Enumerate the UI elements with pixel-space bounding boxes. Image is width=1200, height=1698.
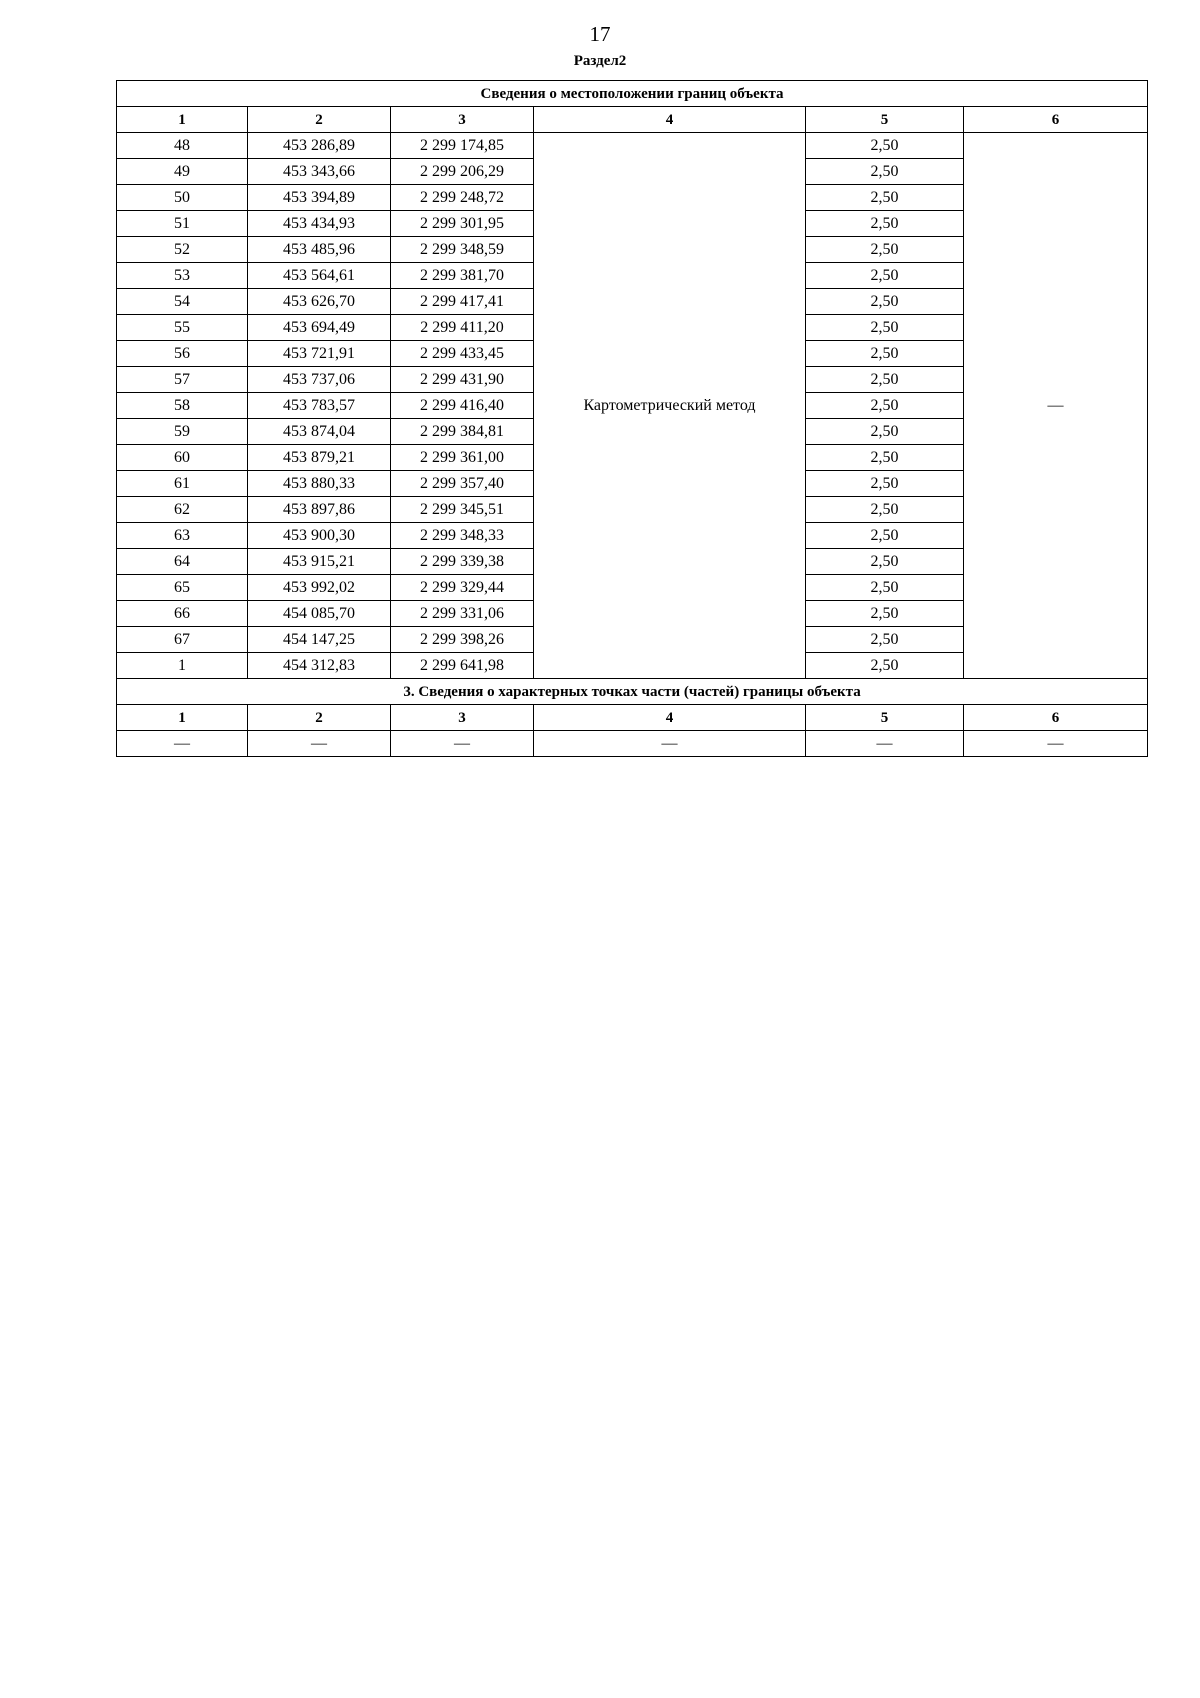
- column-6-cell: —: [964, 133, 1148, 679]
- point-number-cell: 61: [117, 471, 248, 497]
- accuracy-cell: 2,50: [806, 315, 964, 341]
- y-coordinate-cell: 2 299 345,51: [391, 497, 534, 523]
- x-coordinate-cell: 453 626,70: [248, 289, 391, 315]
- x-coordinate-cell: 453 721,91: [248, 341, 391, 367]
- y-coordinate-cell: 2 299 381,70: [391, 263, 534, 289]
- accuracy-cell: 2,50: [806, 211, 964, 237]
- x-coordinate-cell: 453 286,89: [248, 133, 391, 159]
- x-coordinate-cell: 453 897,86: [248, 497, 391, 523]
- point-number-cell: 52: [117, 237, 248, 263]
- accuracy-cell: 2,50: [806, 393, 964, 419]
- empty-value-cell: —: [117, 731, 248, 757]
- column-number: 2: [248, 705, 391, 731]
- point-number-cell: 66: [117, 601, 248, 627]
- point-number-cell: 59: [117, 419, 248, 445]
- y-coordinate-cell: 2 299 361,00: [391, 445, 534, 471]
- y-coordinate-cell: 2 299 248,72: [391, 185, 534, 211]
- x-coordinate-cell: 453 694,49: [248, 315, 391, 341]
- x-coordinate-cell: 453 879,21: [248, 445, 391, 471]
- column-number: 4: [534, 107, 806, 133]
- point-number-cell: 49: [117, 159, 248, 185]
- y-coordinate-cell: 2 299 433,45: [391, 341, 534, 367]
- empty-value-cell: —: [806, 731, 964, 757]
- point-number-cell: 64: [117, 549, 248, 575]
- point-number-cell: 50: [117, 185, 248, 211]
- column-number: 5: [806, 107, 964, 133]
- section-3-caption: 3. Сведения о характерных точках части (частей) границы объекта: [117, 679, 1148, 705]
- x-coordinate-cell: 453 564,61: [248, 263, 391, 289]
- column-number-row: [117, 107, 1148, 133]
- point-number-cell: 60: [117, 445, 248, 471]
- column-number: 6: [964, 107, 1148, 133]
- y-coordinate-cell: 2 299 417,41: [391, 289, 534, 315]
- accuracy-cell: 2,50: [806, 341, 964, 367]
- column-number: 1: [117, 705, 248, 731]
- accuracy-cell: 2,50: [806, 627, 964, 653]
- accuracy-cell: 2,50: [806, 653, 964, 679]
- empty-value-cell: —: [391, 731, 534, 757]
- x-coordinate-cell: 453 992,02: [248, 575, 391, 601]
- y-coordinate-cell: 2 299 329,44: [391, 575, 534, 601]
- x-coordinate-cell: 453 737,06: [248, 367, 391, 393]
- column-number: 4: [534, 705, 806, 731]
- y-coordinate-cell: 2 299 641,98: [391, 653, 534, 679]
- boundary-coordinates-table: [116, 80, 1148, 757]
- point-number-cell: 62: [117, 497, 248, 523]
- accuracy-cell: 2,50: [806, 185, 964, 211]
- y-coordinate-cell: 2 299 431,90: [391, 367, 534, 393]
- point-number-cell: 48: [117, 133, 248, 159]
- accuracy-cell: 2,50: [806, 523, 964, 549]
- y-coordinate-cell: 2 299 411,20: [391, 315, 534, 341]
- point-number-cell: 65: [117, 575, 248, 601]
- table-row: [117, 133, 1148, 159]
- column-number: 2: [248, 107, 391, 133]
- y-coordinate-cell: 2 299 416,40: [391, 393, 534, 419]
- column-number: 5: [806, 705, 964, 731]
- column-number: 6: [964, 705, 1148, 731]
- x-coordinate-cell: 454 085,70: [248, 601, 391, 627]
- column-number: 3: [391, 107, 534, 133]
- empty-value-cell: —: [534, 731, 806, 757]
- point-number-cell: 58: [117, 393, 248, 419]
- x-coordinate-cell: 453 343,66: [248, 159, 391, 185]
- y-coordinate-cell: 2 299 339,38: [391, 549, 534, 575]
- y-coordinate-cell: 2 299 348,33: [391, 523, 534, 549]
- x-coordinate-cell: 454 147,25: [248, 627, 391, 653]
- x-coordinate-cell: 453 485,96: [248, 237, 391, 263]
- section-title: Раздел2: [573, 53, 627, 69]
- accuracy-cell: 2,50: [806, 367, 964, 393]
- y-coordinate-cell: 2 299 301,95: [391, 211, 534, 237]
- empty-value-cell: —: [964, 731, 1148, 757]
- accuracy-cell: 2,50: [806, 575, 964, 601]
- empty-value-cell: —: [248, 731, 391, 757]
- accuracy-cell: 2,50: [806, 549, 964, 575]
- accuracy-cell: 2,50: [806, 289, 964, 315]
- point-number-cell: 55: [117, 315, 248, 341]
- accuracy-cell: 2,50: [806, 133, 964, 159]
- accuracy-cell: 2,50: [806, 445, 964, 471]
- table-caption: Сведения о местоположении границ объекта: [117, 81, 1148, 107]
- y-coordinate-cell: 2 299 348,59: [391, 237, 534, 263]
- point-number-cell: 67: [117, 627, 248, 653]
- x-coordinate-cell: 453 394,89: [248, 185, 391, 211]
- y-coordinate-cell: 2 299 174,85: [391, 133, 534, 159]
- x-coordinate-cell: 453 915,21: [248, 549, 391, 575]
- x-coordinate-cell: 453 900,30: [248, 523, 391, 549]
- table-row: [117, 731, 1148, 757]
- column-number: 1: [117, 107, 248, 133]
- point-number-cell: 56: [117, 341, 248, 367]
- point-number-cell: 53: [117, 263, 248, 289]
- y-coordinate-cell: 2 299 357,40: [391, 471, 534, 497]
- y-coordinate-cell: 2 299 384,81: [391, 419, 534, 445]
- x-coordinate-cell: 453 874,04: [248, 419, 391, 445]
- point-number-cell: 63: [117, 523, 248, 549]
- point-number-cell: 57: [117, 367, 248, 393]
- point-number-cell: 54: [117, 289, 248, 315]
- point-number-cell: 1: [117, 653, 248, 679]
- column-number: 3: [391, 705, 534, 731]
- accuracy-cell: 2,50: [806, 263, 964, 289]
- point-number-cell: 51: [117, 211, 248, 237]
- page-number: 17: [589, 22, 611, 46]
- x-coordinate-cell: 453 434,93: [248, 211, 391, 237]
- accuracy-cell: 2,50: [806, 237, 964, 263]
- x-coordinate-cell: 454 312,83: [248, 653, 391, 679]
- accuracy-cell: 2,50: [806, 471, 964, 497]
- x-coordinate-cell: 453 783,57: [248, 393, 391, 419]
- method-cell: Картометрический метод: [534, 133, 806, 679]
- accuracy-cell: 2,50: [806, 497, 964, 523]
- accuracy-cell: 2,50: [806, 419, 964, 445]
- accuracy-cell: 2,50: [806, 159, 964, 185]
- accuracy-cell: 2,50: [806, 601, 964, 627]
- column-number-row: [117, 705, 1148, 731]
- x-coordinate-cell: 453 880,33: [248, 471, 391, 497]
- y-coordinate-cell: 2 299 331,06: [391, 601, 534, 627]
- y-coordinate-cell: 2 299 398,26: [391, 627, 534, 653]
- y-coordinate-cell: 2 299 206,29: [391, 159, 534, 185]
